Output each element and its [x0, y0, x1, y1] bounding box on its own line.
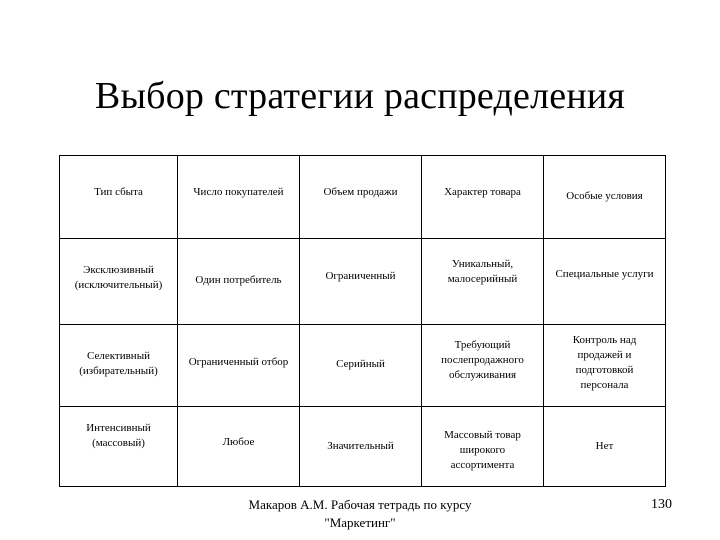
distribution-strategy-table	[59, 155, 666, 487]
row-divider	[60, 324, 665, 325]
slide-title: Выбор стратегии распределения	[94, 75, 626, 117]
table-cell: Интенсивный (массовый)	[86, 422, 151, 449]
table-cell: Ограниченный	[325, 269, 396, 282]
table-cell: Любое	[222, 435, 255, 448]
table-cell: Один потребитель	[195, 273, 282, 286]
table-cell: Селективный (избирательный)	[79, 350, 158, 377]
header-cell-buyer-count: Число покупателей	[193, 185, 284, 198]
table-cell: Уникальный, малосерийный	[447, 258, 518, 285]
table-cell: Специальные услуги	[555, 267, 654, 280]
table-cell: Серийный	[336, 357, 385, 370]
row-divider	[60, 238, 665, 239]
header-cell-special-conditions: Особые условия	[566, 189, 643, 202]
table-cell: Контроль над продажей и подготовкой персонала	[572, 334, 637, 391]
table-cell: Массовый товар широкого ассортимента	[444, 428, 521, 471]
table-cell: Требующий послепродажного обслуживания	[441, 338, 524, 381]
header-cell-sales-volume: Объем продажи	[323, 185, 398, 198]
page-number: 130	[651, 497, 672, 512]
header-cell-sales-type: Тип сбыта	[94, 185, 143, 198]
table-cell: Значительный	[327, 439, 394, 452]
header-cell-product-nature: Характер товара	[444, 185, 521, 198]
table-cell: Ограниченный отбор	[188, 355, 289, 368]
row-divider	[60, 406, 665, 407]
table-cell: Нет	[595, 439, 614, 452]
table-cell: Эксклюзивный (исключительный)	[74, 264, 163, 291]
footer-source: Макаров А.М. Рабочая тетрадь по курсу "Маркетинг"	[248, 497, 472, 530]
